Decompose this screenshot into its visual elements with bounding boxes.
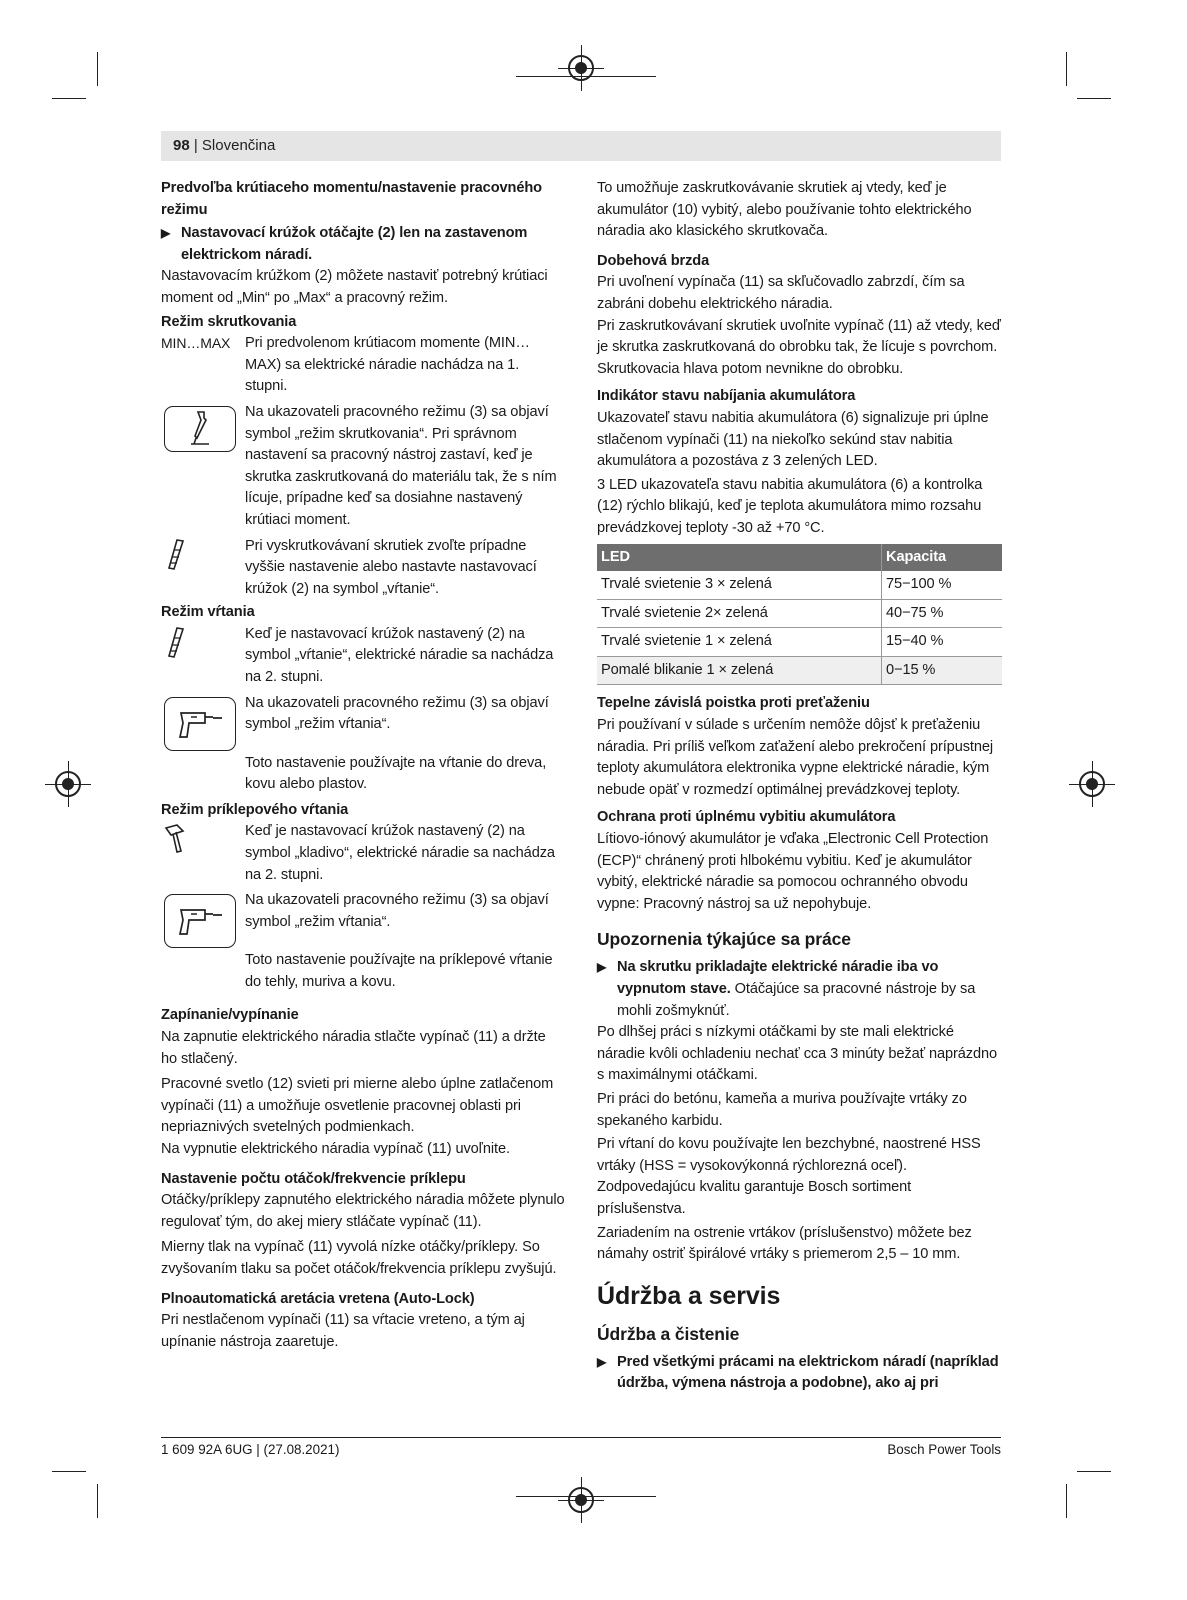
paragraph: Pri práci do betónu, kameňa a muriva používajte vrtáky zo spekaného karbidu. [597, 1090, 967, 1129]
drill-set-row [161, 624, 565, 689]
heading-on-off: Zapínanie/vypínanie [161, 1007, 299, 1024]
drill-bit-icon [165, 538, 187, 572]
paragraph: Na ukazovateli pracovného režimu (3) sa objaví symbol „režim skrutkovania“. Pri správnom nastavení sa pracovný nástroj zastaví, keď je skrutka zaskrutkovaná do materiálu tak, že s ním lícuje, prípadne keď sa dosiahne nastavený krútiaci moment. [245, 403, 557, 528]
heading-hammer-mode: Režim príklepového vŕtania [161, 801, 349, 818]
paragraph: Pri zaskrutkovávaní skrutiek uvoľnite vypínač (11) až vtedy, keď je skrutka zaskrutkovaná do obrobku tak, že lícuje s povrchom. Skrutkovacia hlava potom nevnikne do obrobku. [597, 317, 1001, 377]
heading-maintenance: Údržba a servis [597, 1281, 781, 1310]
paragraph: Pracovné svetlo (12) svieti pri mierne alebo úplne zatlačenom vypínači (11) a umožňuje osvetlenie pracovnej oblasti pri nepriaznivých svetelných podmienkach. [161, 1076, 554, 1136]
page-number: 98 [173, 137, 190, 154]
paragraph: Keď je nastavovací krúžok nastavený (2) na symbol „vŕtanie“, elektrické náradie sa nachádza na 2. stupni. [245, 625, 554, 686]
warning-bullet: ▶ Nastavovací krúžok otáčajte (2) len na zastavenom elektrickom náradí. [161, 225, 528, 263]
table-row [597, 599, 1002, 628]
table-cell: Trvalé svietenie 1 × zelená [597, 628, 882, 657]
header-separator: | [189, 137, 202, 154]
paragraph: Pri vyskrutkovávaní skrutiek zvoľte prípadne vyššie nastavenie alebo nastavte nastavovací krúžok (2) na symbol „vŕtanie“. [245, 537, 537, 597]
paragraph: Toto nastavenie používajte na príklepové vŕtanie do tehly, muriva a kovu. [245, 952, 553, 990]
drill-mode-icon [164, 894, 236, 948]
warning-bullet: ▶ Na skrutku prikladajte elektrické náradie iba vo vypnutom stave. Otáčajúce sa pracovné nástroje by sa mohli zošmyknúť. [597, 959, 976, 1019]
paragraph: Toto nastavenie používajte na vŕtanie do dreva, kovu alebo plastov. [245, 754, 547, 793]
page-header [161, 131, 1001, 161]
drill-indicator-row [161, 693, 565, 751]
paragraph: Na vypnutie elektrického náradia vypínač (11) uvoľnite. [161, 1140, 510, 1157]
heading-deep-discharge: Ochrana proti úplnému vybitiu akumulátora [597, 809, 896, 826]
hammer-use-row [161, 950, 565, 993]
table-cell: Trvalé svietenie 2× zelená [597, 599, 882, 628]
crop-mark [52, 98, 86, 99]
heading-drill-mode: Režim vŕtania [161, 604, 255, 621]
screw-out-row [161, 536, 565, 601]
crop-mark [52, 1471, 86, 1472]
heading-torque: Predvoľba krútiaceho momentu/nastavenie pracovného režimu [161, 180, 542, 218]
screwdriver-mode-icon [164, 406, 236, 452]
table-cell: 15−40 % [882, 628, 1003, 657]
footer-brand: Bosch Power Tools [887, 1442, 1001, 1457]
right-column [597, 178, 1002, 1395]
paragraph: Pri vŕtaní do kovu používajte len bezchybné, naostrené HSS vrtáky (HSS = vysokovýkonná rýchlorezná oceľ). Zodpovedajúcu kvalitu garantuje Bosch sortiment príslušenstva. [597, 1136, 981, 1217]
heading-thermal: Tepelne závislá poistka proti preťaženiu [597, 695, 870, 712]
table-cell: 75−100 % [882, 571, 1003, 599]
paragraph: Ukazovateľ stavu nabitia akumulátora (6) signalizuje pri úplne stlačenom vypínači (11) na niekoľko sekúnd stav nabitia akumulátora a pozostáva z 3 zelených LED. [597, 409, 989, 470]
hammer-set-row [161, 821, 565, 886]
minmax-row [161, 333, 565, 398]
heading-screw-mode: Režim skrutkovania [161, 313, 297, 330]
registration-mark-icon [1079, 771, 1105, 797]
table-cell: 0−15 % [882, 656, 1003, 685]
table-header-row [597, 544, 1002, 572]
charge-table [597, 544, 1002, 686]
table-row [597, 628, 1002, 657]
paragraph: Lítiovo-iónový akumulátor je vďaka „Electronic Cell Protection (ECP)“ chránený proti hlbokému vybitiu. Keď je akumulátor vybitý, elektrické náradie sa pomocou ochranného obvodu vypne: Pracovný nástroj sa už nepohybuje. [597, 831, 989, 912]
drill-bit-icon [165, 626, 187, 660]
crop-mark [97, 52, 98, 86]
heading-speed: Nastavenie počtu otáčok/frekvencie príklepu [161, 1170, 466, 1187]
footer-doc-id: 1 609 92A 6UG | (27.08.2021) [161, 1442, 340, 1457]
paragraph: Na zapnutie elektrického náradia stlačte vypínač (11) a držte ho stlačený. [161, 1029, 546, 1067]
minmax-label: MIN…MAX [161, 335, 231, 352]
registration-mark-icon [55, 771, 81, 797]
paragraph: Zariadením na ostrenie vrtákov (príslušenstvo) môžete bez námahy ostriť špirálové vrtáky s priemerom 2,5 – 10 mm. [597, 1224, 972, 1263]
table-header: Kapacita [882, 544, 1003, 572]
heading-auto-lock: Plnoautomatická aretácia vretena (Auto-Lock) [161, 1290, 475, 1307]
paragraph: Otáčky/príklepy zapnutého elektrického náradia môžete plynulo regulovať tým, do akej miery stláčate vypínač (11). [161, 1192, 565, 1230]
paragraph: Na ukazovateli pracovného režimu (3) sa objaví symbol „režim vŕtania“. [245, 694, 549, 733]
paragraph: Pri nestlačenom vypínači (11) sa vŕtacie vreteno, a tým aj upínanie nástroja zaaretuje. [161, 1312, 525, 1350]
heading-charge-indicator: Indikátor stavu nabíjania akumulátora [597, 388, 856, 405]
page-footer [161, 1437, 1001, 1457]
paragraph: Keď je nastavovací krúžok nastavený (2) na symbol „kladivo“, elektrické náradie sa nachádza na 2. stupni. [245, 823, 555, 883]
paragraph: To umožňuje zaskrutkovávanie skrutiek aj vtedy, keď je akumulátor (10) vybitý, alebo používanie tohto elektrického náradia ako klasického skrutkovača. [597, 180, 972, 240]
paragraph: Mierny tlak na vypínač (11) vyvolá nízke otáčky/príklepy. So zvyšovaním tlaku sa počet otáčok/frekvencia príklepu zvyšujú. [161, 1239, 557, 1277]
drill-use-row [161, 753, 565, 796]
paragraph: Pri uvoľnení vypínača (11) sa skľučovadlo zabrzdí, čím sa zabráni dobehu elektrického náradia. [597, 274, 965, 312]
header-language: Slovenčina [201, 137, 276, 154]
drill-mode-icon [164, 697, 236, 751]
crop-mark [97, 1484, 98, 1518]
heading-cleaning: Údržba a čistenie [597, 1323, 740, 1344]
registration-mark-icon [568, 55, 594, 81]
table-cell: 40−75 % [882, 599, 1003, 628]
arrow-icon: ▶ [597, 960, 607, 975]
paragraph: Na ukazovateli pracovného režimu (3) sa objaví symbol „režim vŕtania“. [245, 892, 549, 930]
screw-indicator-row [161, 402, 565, 532]
paragraph: Nastavovacím krúžkom (2) môžete nastaviť potrebný krútiaci moment od „Min“ po „Max“ a pracovný režim. [161, 268, 548, 306]
table-header: LED [597, 544, 882, 572]
table-cell: Trvalé svietenie 3 × zelená [597, 571, 882, 599]
paragraph: Po dlhšej práci s nízkymi otáčkami by ste mali elektrické náradie kvôli ochladeniu nechať cca 3 minúty bežať naprázdno s maximálnymi otáčkami. [597, 1024, 998, 1084]
paragraph: 3 LED ukazovateľa stavu nabitia akumulátora (6) a kontrolka (12) rýchlo blikajú, keď je teplota akumulátora mimo rozsahu prevádzkovej teploty -30 až +70 °C. [597, 476, 983, 536]
paragraph: Pri používaní v súlade s určením nemôže dôjsť k preťaženiu náradia. Pri príliš veľkom zaťažení alebo prekročení prípustnej teploty akumulátora elektronika vypne elektrické náradie, kým nebude opäť v rozmedzí optimálnej prevádzkovej teploty. [597, 717, 994, 798]
warning-bullet: ▶ Pred všetkými prácami na elektrickom náradí (napríklad údržba, výmena nástroja a podobne), ako aj pri [597, 1353, 999, 1392]
arrow-icon: ▶ [597, 1354, 607, 1369]
arrow-icon: ▶ [161, 226, 171, 241]
left-column [161, 178, 565, 1353]
table-cell: Pomalé blikanie 1 × zelená [597, 656, 882, 685]
crop-mark [1066, 1484, 1067, 1518]
crop-mark [1066, 52, 1067, 86]
crop-mark [1077, 1471, 1111, 1472]
table-row [597, 571, 1002, 599]
paragraph: Pri predvolenom krútiacom momente (MIN…MAX) sa elektrické náradie nachádza na 1. stupni. [245, 335, 530, 395]
heading-work-tips: Upozornenia týkajúce sa práce [597, 929, 851, 950]
table-row [597, 656, 1002, 685]
heading-brake: Dobehová brzda [597, 252, 710, 269]
hammer-icon [163, 823, 193, 857]
registration-mark-icon [568, 1487, 594, 1513]
hammer-indicator-row [161, 890, 565, 948]
crop-mark [1077, 98, 1111, 99]
